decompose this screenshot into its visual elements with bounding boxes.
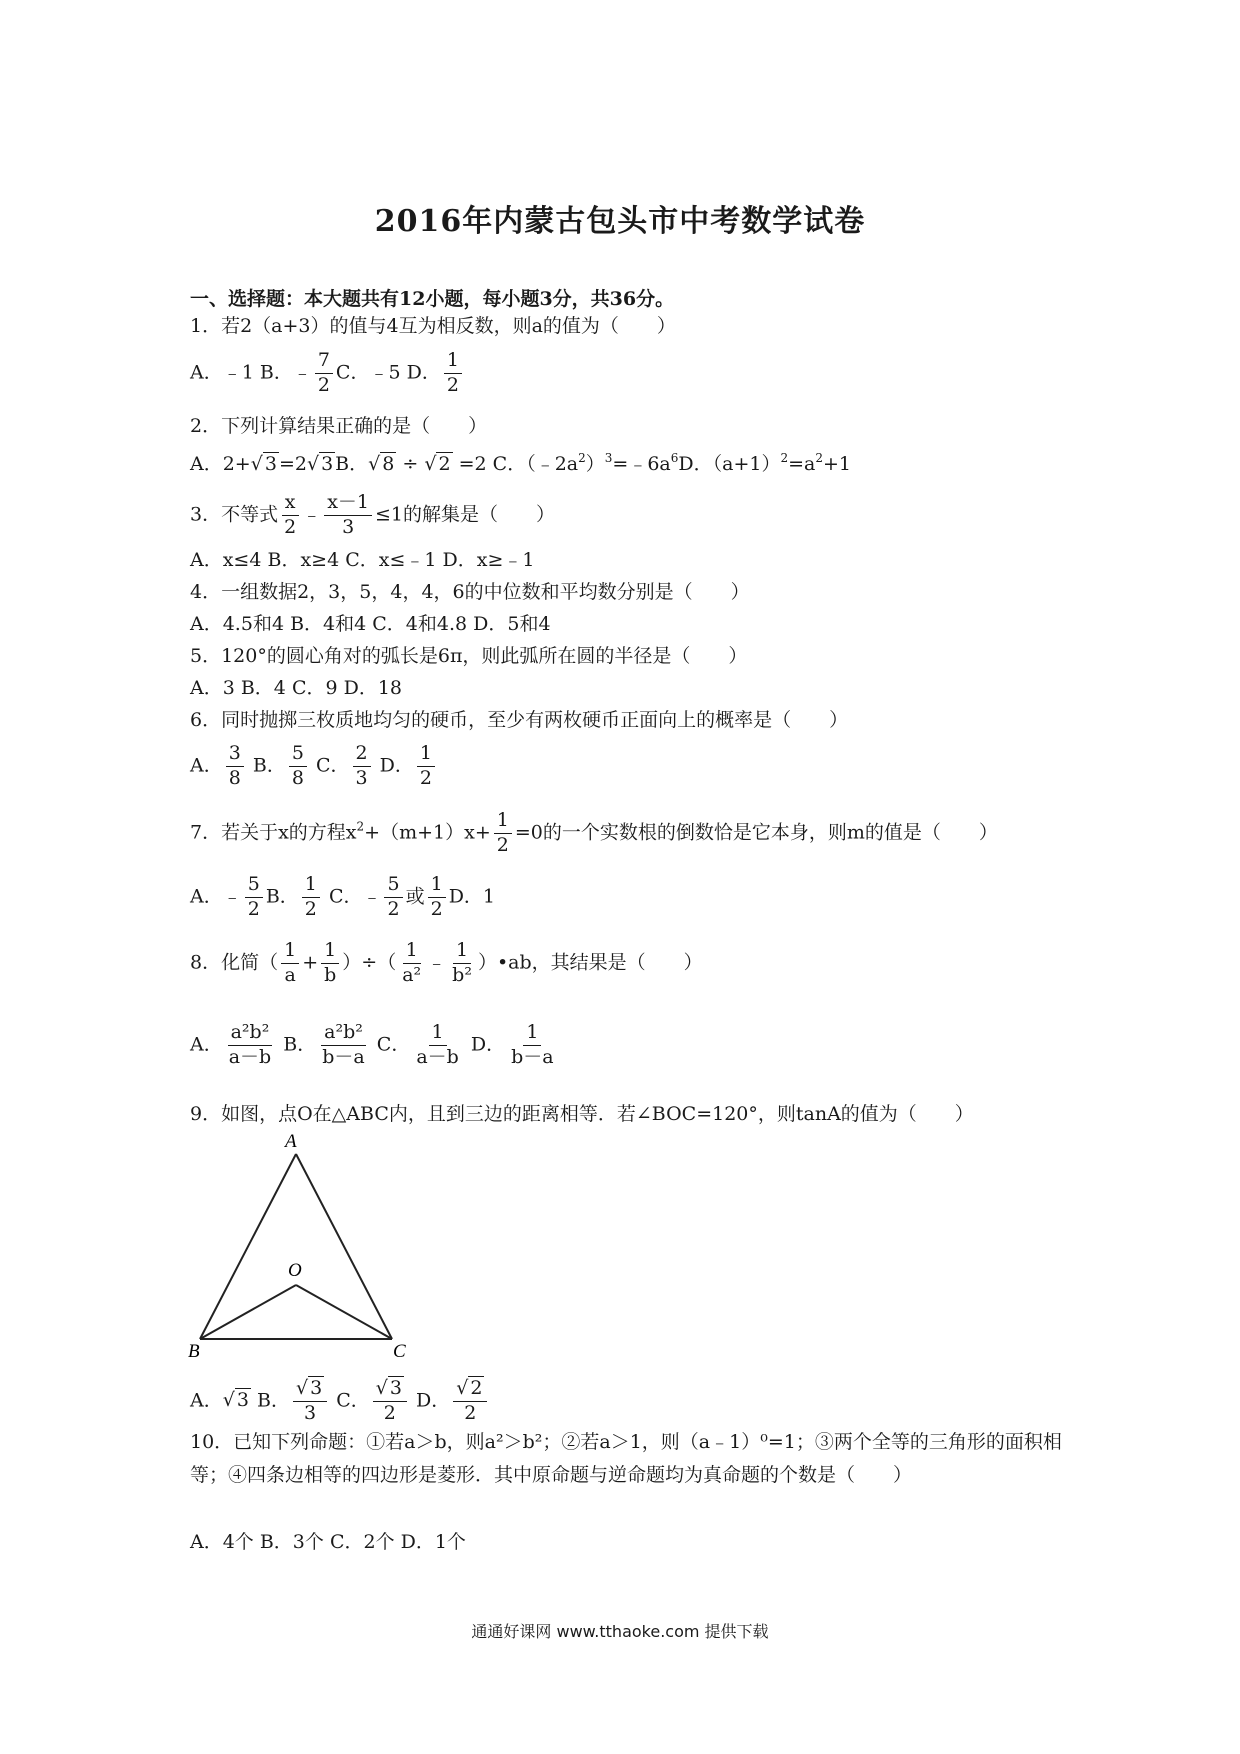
- question-1-stem: 1．若2（a+3）的值与4互为相反数，则a的值为（ ）: [190, 315, 676, 337]
- question-1-options: [190, 350, 465, 397]
- q1-option-b-label: B．﹣: [259, 361, 312, 384]
- label-a: A: [285, 1131, 297, 1152]
- question-7-options: A．﹣ $\frac{5}{2}$ B． $\frac{1}{2}$ C．﹣ $\frac{5}{2}$ 或 $\frac{1}{2}$ D．1: [190, 873, 496, 920]
- question-4-options: A．4.5和4 B．4和4 C．4和4.8 D．5和4: [190, 613, 551, 635]
- question-9-options: A．√ 3 B． $\frac{√ 3}{3}$ C． $\frac{√ 3}{2}$ D． $\frac{√ 2}{2}$: [190, 1378, 490, 1425]
- triangle-figure: [188, 1128, 418, 1358]
- question-8-stem: 8．化简（ $\frac{1}{a}$ + $\frac{1}{b}$ ）÷（ $\frac{1}{\text{a²}}$ ﹣ $\frac{1}{\text{b²}}$ ）•ab，其结果是（ ）: [190, 939, 703, 986]
- question-3-options: A．x≤4 B．x≥4 C．x≤﹣1 D．x≥﹣1: [190, 549, 535, 571]
- question-5-options: A．3 B．4 C．9 D．18: [190, 677, 403, 699]
- label-b: B: [188, 1341, 200, 1358]
- question-5-stem: 5．120°的圆心角对的弧长是6π，则此弧所在圆的半径是（ ）: [190, 645, 748, 667]
- q1-option-d-label: D．: [406, 361, 441, 384]
- q1-option-d-fraction: $\frac{1}{2}$: [444, 350, 462, 397]
- q1-option-c: C．﹣5: [335, 361, 401, 384]
- sqrt-3: √ 3: [250, 453, 277, 475]
- label-c: C: [393, 1341, 406, 1358]
- page-title: 2016年内蒙古包头市中考数学试卷: [374, 204, 866, 239]
- q1-option-a: A．﹣1: [190, 361, 254, 384]
- q1-option-b-fraction: $\frac{7}{2}$: [315, 350, 333, 397]
- question-3-stem: 3．不等式 $\frac{x}{2}$ ﹣ $\frac{x-1}{3}$ ≤1的解集是（ ）: [190, 491, 556, 538]
- question-7-stem: 7．若关于x的方程$x^2+(m+1)x+$ $\frac{1}{2}$ =0的一个实数根的倒数恰是它本身，则m的值是（ ）: [190, 809, 998, 856]
- sqrt-2: √ 2: [424, 453, 451, 475]
- sqrt-8: √ 8: [368, 453, 395, 475]
- question-10-options: A．4个 B．3个 C．2个 D．1个: [190, 1531, 466, 1553]
- question-6-stem: 6．同时抛掷三枚质地均匀的硬币，至少有两枚硬币正面向上的概率是（ ）: [190, 709, 849, 731]
- question-10-stem: 10．已知下列命题：①若a＞b，则a²＞b²；②若a＞1，则（a﹣1）⁰=1；③两个全等的三角形的面积相等；④四条边相等的四边形是菱形．其中原命题与逆命题均为真命题的个数是（ ）: [190, 1431, 1062, 1486]
- footer-credit: 通通好课网 www.tthaoke.com 提供下载: [471, 1622, 769, 1641]
- question-4-stem: 4．一组数据2，3，5，4，4，6的中位数和平均数分别是（ ）: [190, 581, 750, 603]
- question-2-stem: 2．下列计算结果正确的是（ ）: [190, 415, 488, 437]
- question-6-options: A． $\frac{3}{8}$ B． $\frac{5}{8}$ C． $\frac{2}{3}$ D． $\frac{1}{2}$: [190, 743, 438, 790]
- question-2-options: A．2+√ 3 =2√ 3 B．√ 8 ÷ √ 2 =2 C．$(﹣2a^2)^3=﹣6a^6D$．$(a+1)^2=a^2+1$: [190, 444, 851, 478]
- section-heading: 一、选择题：本大题共有12小题，每小题3分，共36分。: [190, 288, 675, 310]
- label-o: O: [288, 1260, 302, 1281]
- question-9-stem: 9．如图，点O在△ABC内，且到三边的距离相等．若∠BOC=120°，则tanA的值为（ ）: [190, 1103, 974, 1125]
- question-8-options: A． $\frac{\text{a²b²}}{a-b}$ B． $\frac{\text{a²b²}}{b-a}$ C． $\frac{1}{a-b}$ D． $\frac{1}{b-a}$: [190, 1021, 554, 1068]
